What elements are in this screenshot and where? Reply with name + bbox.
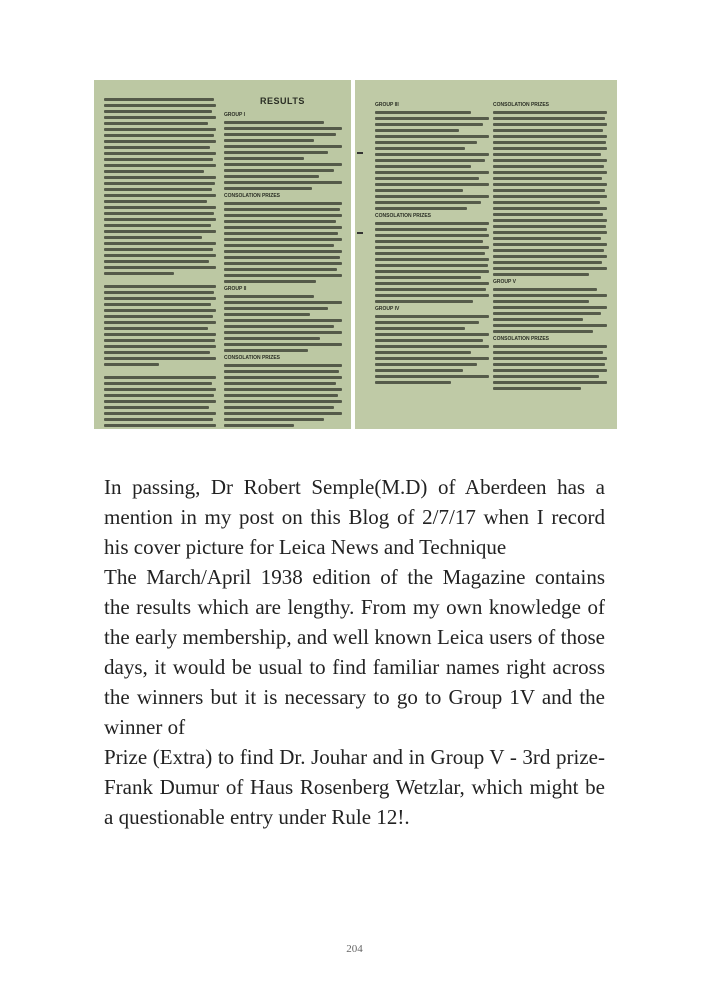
group-heading: GROUP V — [493, 279, 516, 285]
group-heading: CONSOLATION PRIZES — [375, 213, 432, 219]
paragraph-2: The March/April 1938 edition of the Magazine contains the results which are lengthy. From my own knowledge of the early membership, and well known Leica users of those days, it would be usual to find familiar names right across the winners but it is necessary to go to Group 1V and the winner of — [104, 565, 605, 739]
left-results-column — [224, 110, 342, 429]
group-heading: CONSOLATION PRIZES — [493, 102, 550, 108]
group-heading: CONSOLATION PRIZES — [224, 355, 281, 361]
group-heading: GROUP III — [375, 102, 399, 108]
right-text-column-2 — [493, 100, 607, 393]
group-heading: GROUP I — [224, 112, 246, 118]
body-text — [104, 472, 605, 832]
group-heading: CONSOLATION PRIZES — [224, 193, 281, 199]
paragraph-3: Prize (Extra) to find Dr. Jouhar and in Group V - 3rd prize- Frank Dumur of Haus Rosenberg Wetzlar, which might be a questionable entry under Rule 12!. — [104, 745, 605, 829]
scan-margin-mark — [357, 152, 363, 154]
group-heading: CONSOLATION PRIZES — [493, 336, 550, 342]
page-number: 204 — [346, 943, 363, 955]
group-heading: GROUP II — [224, 286, 247, 292]
group-heading: GROUP IV — [375, 306, 400, 312]
left-text-column — [104, 98, 216, 429]
scan-margin-mark — [357, 232, 363, 234]
magazine-scan-left — [94, 80, 351, 429]
right-text-column-1 — [375, 100, 489, 387]
magazine-scan-right — [355, 80, 617, 429]
results-title: RESULTS — [260, 96, 305, 106]
paragraph-1: In passing, Dr Robert Semple(M.D) of Aberdeen has a mention in my post on this Blog of 2/7/17 when I record his cover picture for Leica News and Technique — [104, 475, 605, 559]
